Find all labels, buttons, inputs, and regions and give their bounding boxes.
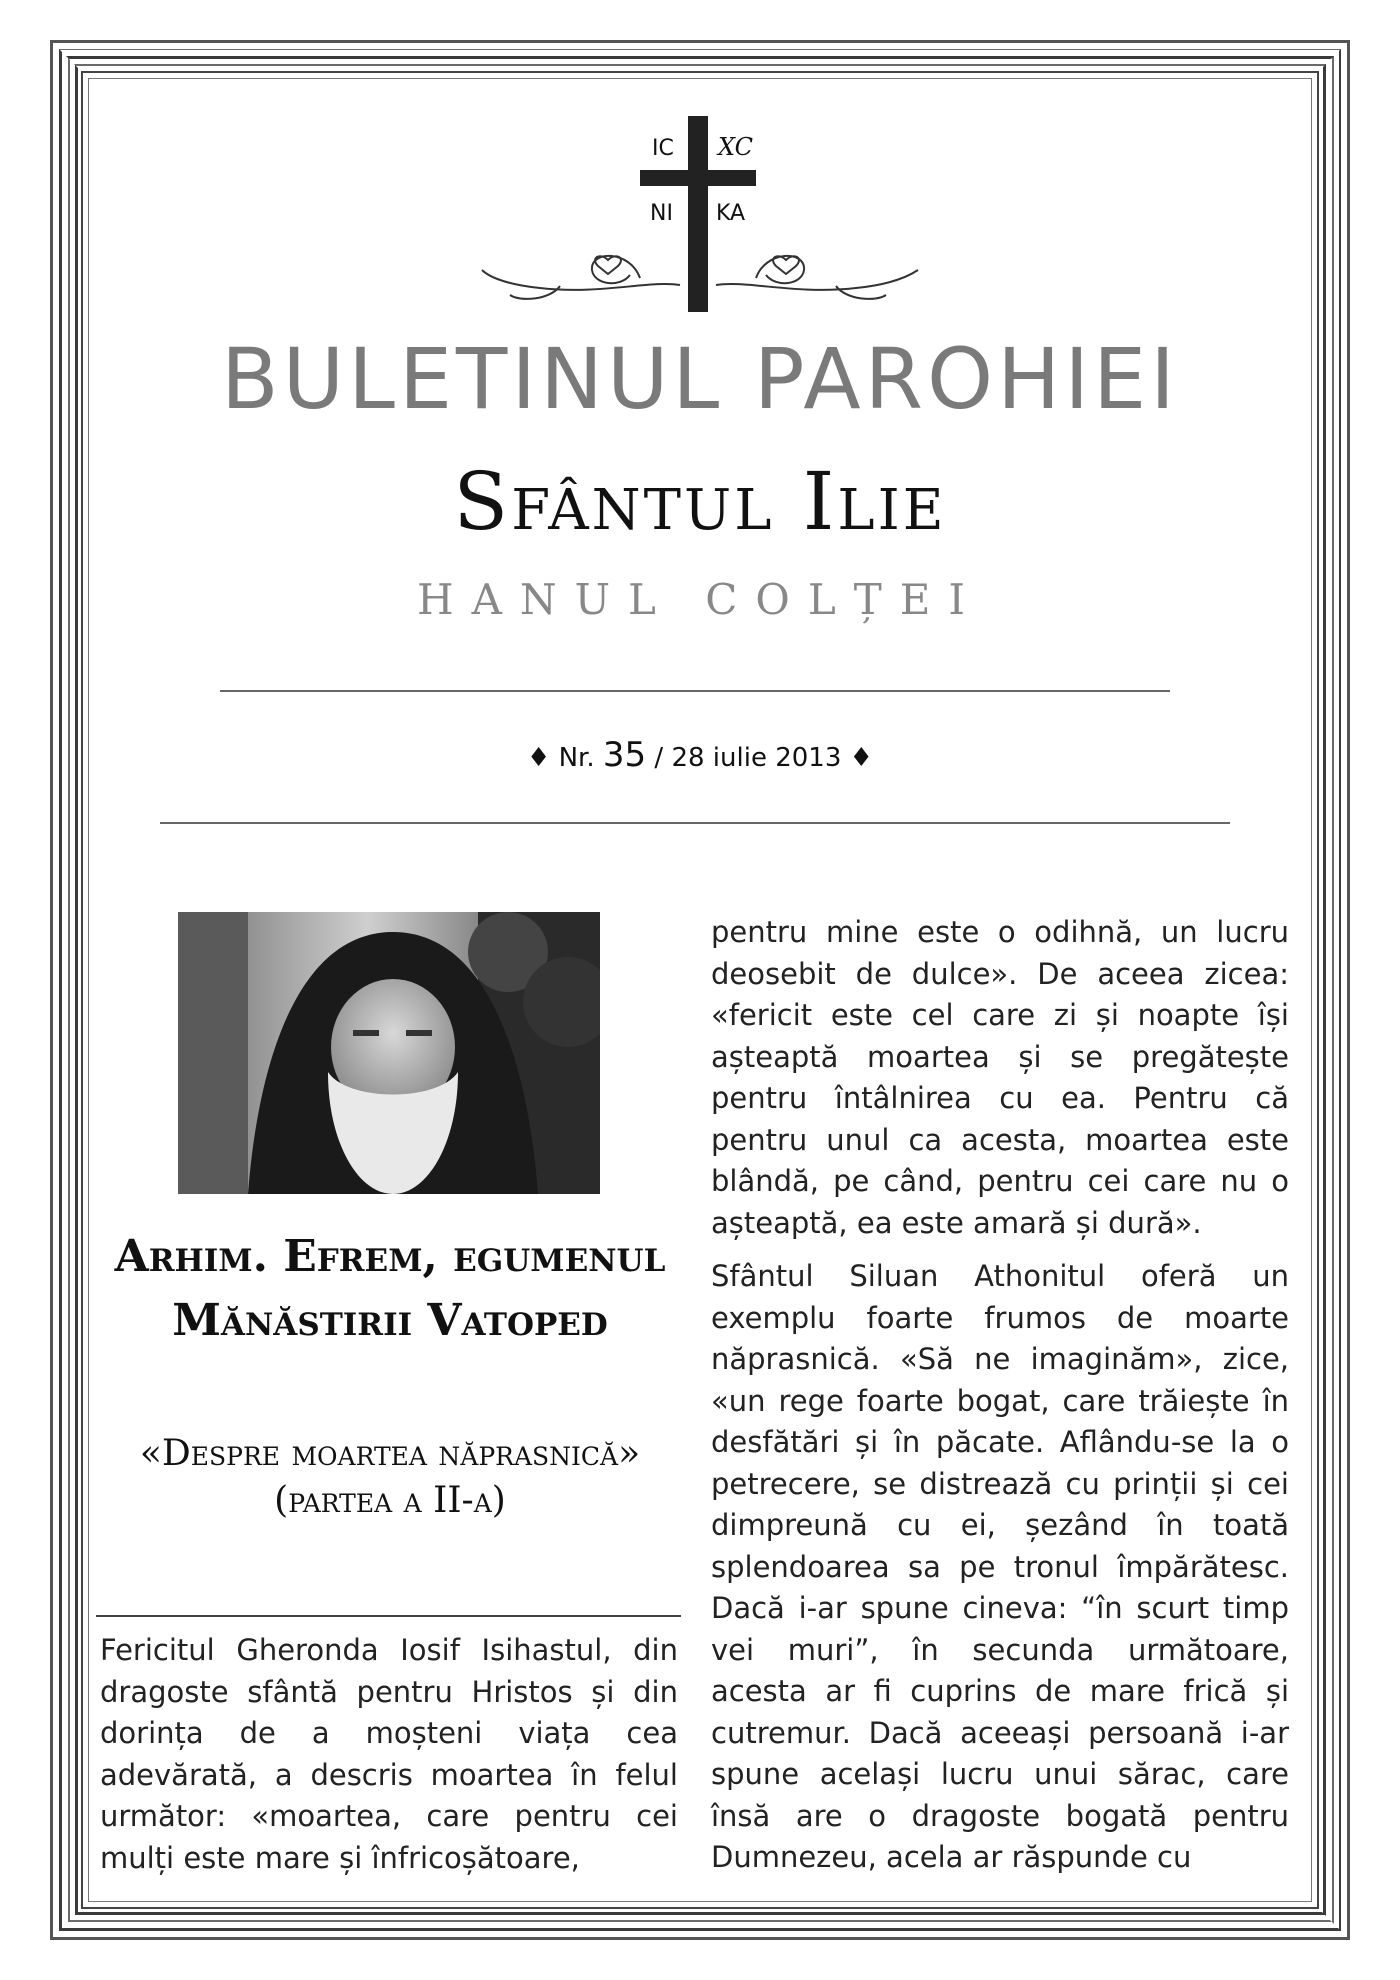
portrait-photo [178,912,600,1194]
article-column-right [711,912,1289,1879]
parish-name: Sfântul Ilie [453,455,947,548]
logo-letters-ka: KA [716,201,746,226]
logo-letters-ni: NI [650,201,673,226]
logo-letters-ic: IC [652,136,674,161]
article-subtitle [95,1430,685,1524]
article-divider [96,1615,681,1617]
article-title: Arhim. Efrem, egumenul Mănăstirii Vatoped [114,1231,666,1346]
divider-bottom [160,822,1230,824]
cross-vertical [688,116,708,312]
article-subtitle-part: (partea a II-a) [274,1480,506,1521]
issue-number: 35 [602,735,647,775]
paragraph: Fericitul Gheronda Iosif Isihastul, din dragoste sfântă pentru Hristos și din dorința de a moșteni viața cea adevărată, a descris moartea în felul următor: «moartea, care pentru cei mulți este mare și înfricoșătoare, [100,1633,678,1875]
issue-prefix: ♦ Nr. [527,743,595,773]
parish-location: HANUL COLȚEI [416,575,984,624]
cross-horizontal [640,170,756,186]
issue-line [0,735,1400,775]
issue-date: / 28 iulie 2013 ♦ [654,743,873,773]
right-flourish-icon [716,256,918,299]
article-subtitle-line: «Despre moartea năprasnică» [139,1433,641,1474]
logo-letters-xc: XC [718,133,754,161]
article-column-left [100,1630,678,1879]
bulletin-title: BULETINUL PAROHIEI [221,330,1179,428]
left-flourish-icon [482,256,680,299]
paragraph: pentru mine este o odihnă, un lucru deosebit de dulce». De aceea zicea: «fericit este cel care zi și noapte își așteaptă moartea și se pregătește pentru întâlnirea cu ea. Pentru că pentru unul ca acesta, moartea este blândă, pe când, pentru cei care nu o așteaptă, ea este amară și dură». [711,915,1289,1240]
cross-logo [480,110,920,320]
divider-top [220,690,1170,692]
paragraph: Sfântul Siluan Athonitul oferă un exemplu foarte frumos de moarte năprasnică. «Să ne imaginăm», zice, «un rege foarte bogat, care trăiește în desfătări și în păcate. Aflându-se la o petrecere, se distrează cu prinții și cei dimpreună cu ei, șezând în toată splendoarea sa pe tronul împărătesc. Dacă i-ar spune cineva: “în scurt timp vei muri”, în secunda următoare, acesta ar fi cuprins de mare frică și cutremur. Dacă aceeași persoană i-ar spune același lucru unui sărac, care însă are o dragoste bogată pentru Dumnezeu, acela ar răspunde cu [711,1259,1289,1874]
